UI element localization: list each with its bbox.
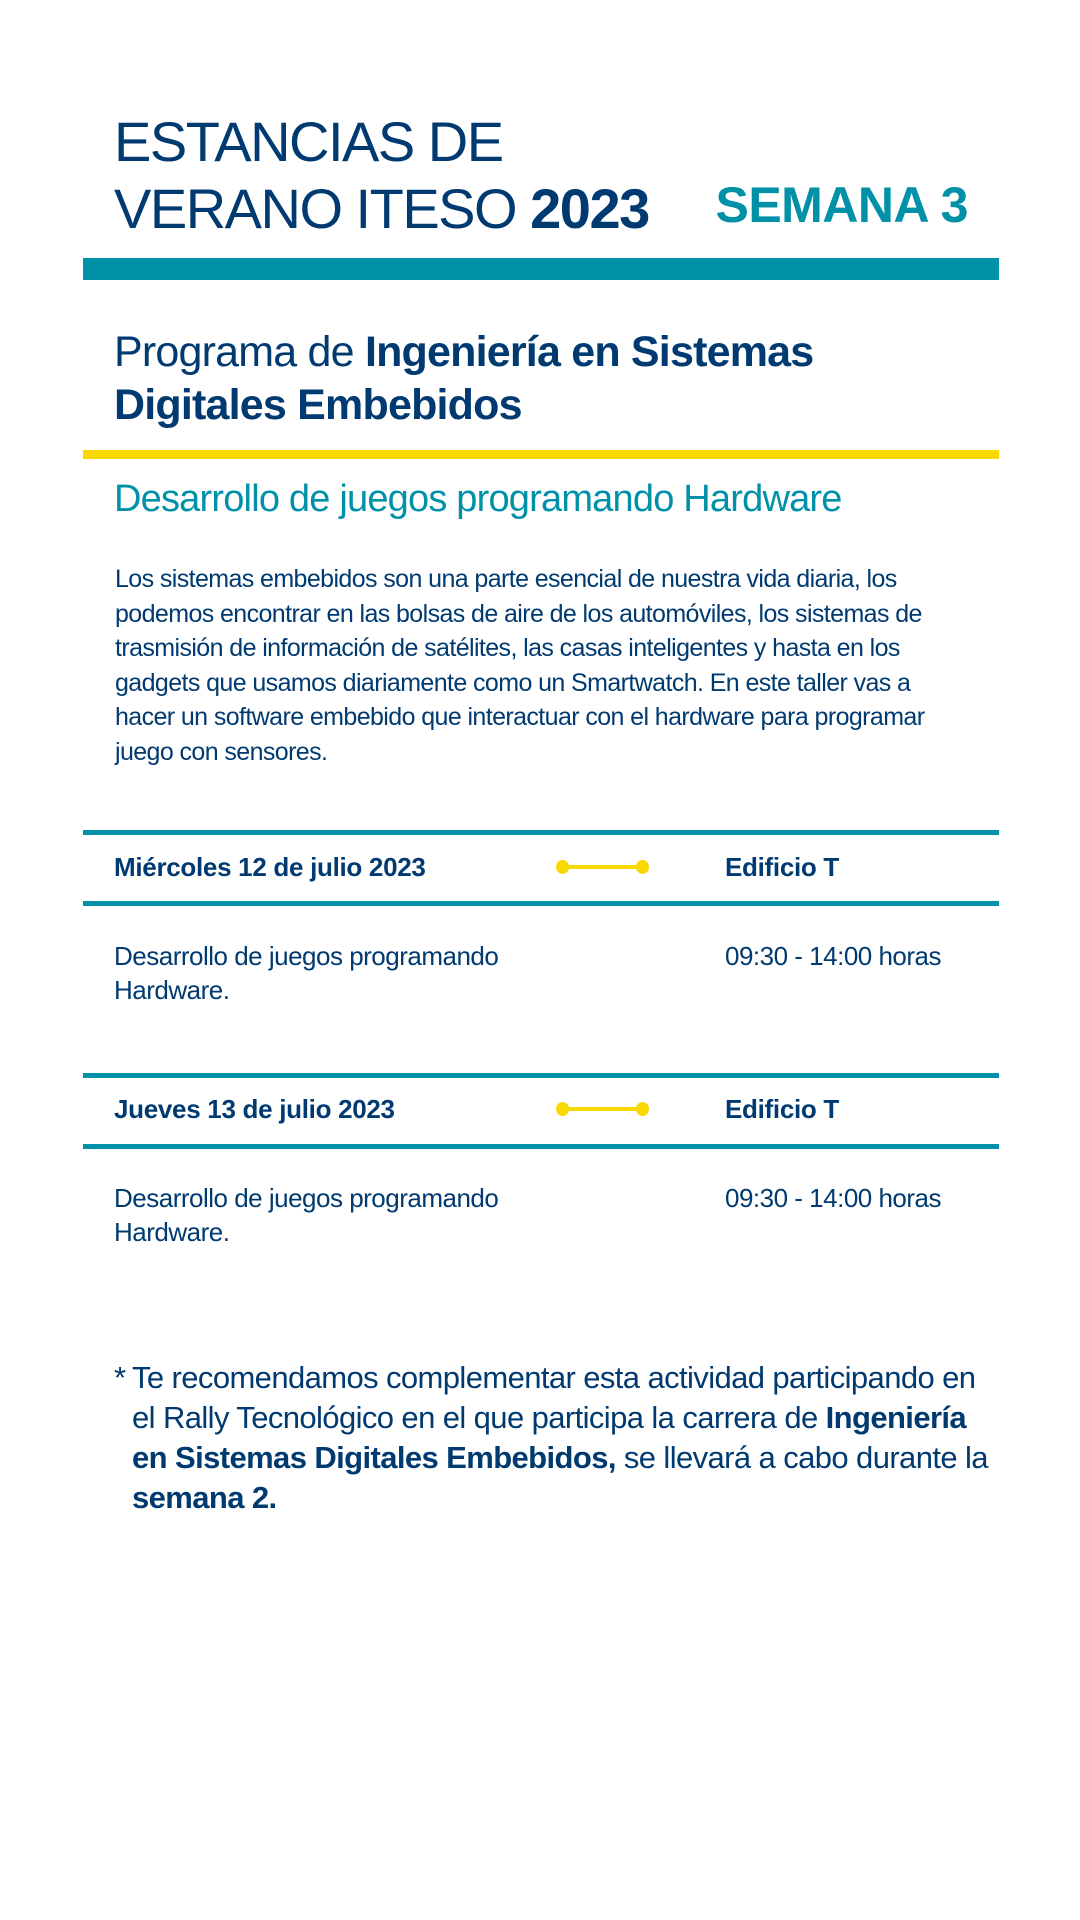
session-date: Jueves 13 de julio 2023 bbox=[114, 1094, 395, 1124]
title-year: 2023 bbox=[530, 177, 649, 240]
session-top-rule bbox=[83, 1073, 999, 1078]
title-line1: ESTANCIAS DE bbox=[114, 110, 503, 173]
connector-icon bbox=[556, 1102, 649, 1116]
header-divider bbox=[83, 258, 999, 280]
week-label: SEMANA 3 bbox=[715, 177, 968, 233]
footnote-text1: Te recomendamos complementar esta actividad participando en el Rally Tecnológico en el que participa la carrera de bbox=[132, 1360, 976, 1435]
footnote bbox=[114, 1358, 994, 1518]
session-time: 09:30 - 14:00 horas bbox=[725, 1183, 941, 1213]
footnote-bold2: semana 2. bbox=[132, 1480, 277, 1515]
session-date: Miércoles 12 de julio 2023 bbox=[114, 852, 426, 882]
session-top-rule bbox=[83, 830, 999, 835]
title-line2: VERANO ITESO bbox=[114, 177, 517, 240]
footnote-asterisk: * bbox=[114, 1360, 126, 1395]
session-activity: Desarrollo de juegos programando Hardware. bbox=[114, 941, 499, 1005]
program-heading bbox=[114, 326, 974, 432]
page-title bbox=[114, 108, 649, 242]
footnote-bold1: Ingeniería en Sistemas Digitales Embebidos, bbox=[132, 1400, 967, 1475]
program-divider bbox=[83, 450, 999, 459]
workshop-description: Los sistemas embebidos son una parte esencial de nuestra vida diaria, los podemos encontrar en las bolsas de aire de los automóviles, los sistemas de trasmisión de información de satélites, las casas inteligentes y hasta en los gadgets que usamos diariamente como un Smartwatch. En este taller vas a hacer un software embebido que interactuar con el hardware para programar juego con sensores. bbox=[115, 565, 925, 766]
workshop-title: Desarrollo de juegos programando Hardware bbox=[114, 478, 842, 520]
session-bottom-rule bbox=[83, 1144, 999, 1149]
footnote-text2: se llevará a cabo durante la bbox=[623, 1440, 988, 1475]
session-location: Edificio T bbox=[725, 852, 840, 882]
session-bottom-rule bbox=[83, 901, 999, 906]
program-name: Ingeniería en Sistemas Digitales Embebidos bbox=[114, 328, 814, 429]
connector-icon bbox=[556, 860, 649, 874]
session-time: 09:30 - 14:00 horas bbox=[725, 941, 941, 971]
session-location: Edificio T bbox=[725, 1094, 840, 1124]
session-activity: Desarrollo de juegos programando Hardware. bbox=[114, 1183, 499, 1247]
program-prefix: Programa de bbox=[114, 328, 354, 376]
